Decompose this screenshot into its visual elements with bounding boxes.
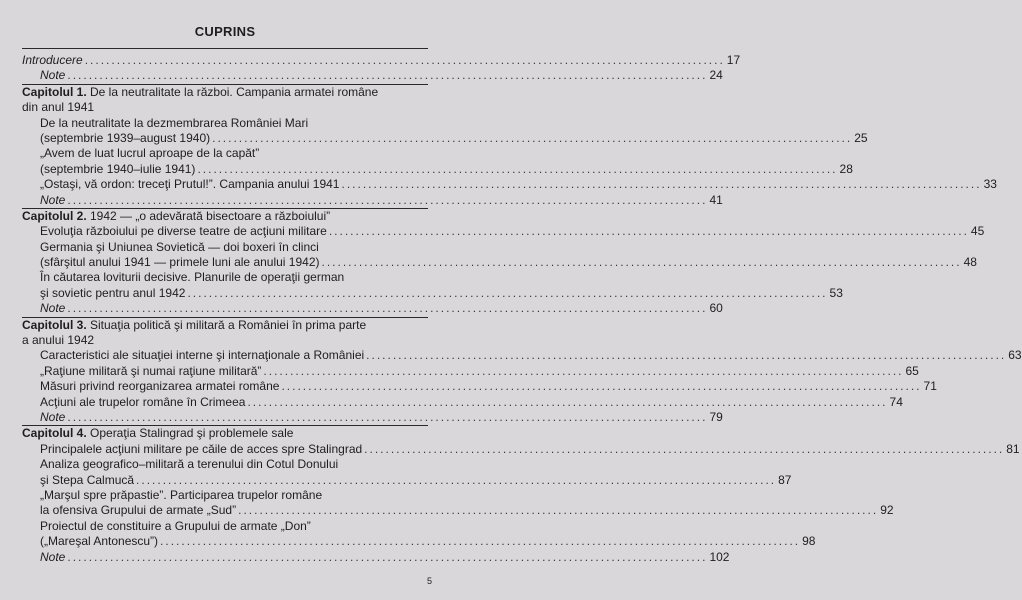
chapter-number: Capitolul 4. [22, 426, 87, 441]
toc-entry-text: la ofensiva Grupului de armate „Sud” [40, 503, 237, 518]
page-title: CUPRINS [194, 24, 256, 39]
toc-entry-text: din anul 1941 [22, 100, 95, 115]
dot-leader: ........................................................................................................................ [67, 301, 708, 316]
toc-entry [22, 270, 428, 285]
toc-page-number: 24 [709, 68, 723, 83]
dot-leader: ........................................................................................................................ [67, 549, 708, 564]
toc-entry-title [40, 116, 308, 130]
toc-entry [22, 177, 997, 192]
toc-entry-title [22, 53, 83, 68]
toc-page-number: 33 [983, 177, 997, 192]
dot-leader: ........................................................................................................................ [84, 53, 725, 67]
toc-entry-text: „Marşul spre prăpastie”. Participarea trupelor române [40, 487, 323, 502]
toc-entry-title [40, 503, 236, 518]
dot-leader: ........................................................................................................................ [328, 224, 969, 239]
toc-entry-title [40, 68, 65, 83]
toc-entry [22, 409, 723, 425]
dot-leader: ........................................................................................................................ [160, 534, 801, 549]
dot-leader: ........................................................................................................................ [341, 177, 982, 192]
toc-entry-text: De la neutralitate la dezmembrarea României Mari [40, 115, 309, 130]
toc-entry [22, 549, 730, 565]
chapter-number: Capitolul 3. [22, 317, 87, 332]
toc-entry-title [40, 457, 338, 471]
toc-entry-text: Proiectul de constituire a Grupului de armate „Don” [40, 518, 311, 533]
toc-entry-title [40, 534, 158, 549]
toc-entry [22, 363, 919, 379]
toc-entry [22, 441, 1020, 457]
toc-entry-title [22, 333, 94, 347]
toc-entry-text: 1942 — „o adevărată bisectoare a războiului” [86, 208, 331, 223]
toc-page-number: 25 [854, 130, 868, 145]
toc-entry [22, 240, 428, 255]
toc-entry-text: Măsuri privind reorganizarea armatei române [40, 379, 280, 394]
toc-entry [22, 519, 428, 534]
toc-entry-text: Introducere [22, 53, 83, 67]
toc-page-number: 63 [1008, 348, 1022, 363]
toc-page-number: 53 [829, 285, 843, 300]
toc-entry-text: Caracteristici ale situaţiei interne şi internaţionale a României [40, 348, 365, 363]
toc-page-number: 81 [1006, 441, 1020, 456]
toc-page-number: 17 [726, 53, 741, 67]
toc-entry-title [40, 301, 65, 316]
toc-entry-text: Acţiuni ale trupelor române în Crimeea [40, 394, 246, 409]
toc-entry [22, 301, 723, 316]
toc-entry-title [22, 100, 94, 114]
toc-entry [22, 457, 428, 472]
toc-entry-text: „Ostaşi, vă ordon: treceţi Prutul!”. Campania anului 1941 [40, 177, 340, 192]
dot-leader: ........................................................................................................................ [281, 379, 922, 394]
toc-entry-text: De la neutralitate la război. Campania armatei române [86, 84, 379, 99]
toc-entry-title [40, 240, 319, 254]
toc-entry-title [40, 519, 311, 533]
toc-entry-title [40, 270, 344, 284]
dot-leader: ........................................................................................................................ [67, 409, 708, 424]
toc-page-number: 48 [963, 255, 977, 270]
toc-page-number: 28 [839, 161, 853, 176]
dot-leader: ........................................................................................................................ [136, 472, 777, 487]
toc-page-number: 92 [880, 503, 894, 518]
toc-entry-title [22, 318, 366, 332]
toc-entry-text: Principalele acţiuni militare pe căile de acces spre Stalingrad [40, 441, 363, 456]
toc-entry-text: Note [40, 68, 66, 83]
toc-entry-text: şi sovietic pentru anul 1942 [40, 285, 186, 300]
toc-entry [22, 379, 937, 394]
toc-entry-text: Note [40, 409, 66, 424]
toc-entry [22, 224, 985, 239]
page-number: 5 [426, 576, 432, 586]
toc-entry-title [40, 131, 210, 146]
chapter-heading [22, 208, 428, 224]
toc-entry [22, 472, 792, 488]
toc-entry-text: (septembrie 1939–august 1940) [40, 130, 211, 145]
title-rule [22, 48, 428, 49]
toc-entry-title [40, 473, 134, 488]
toc-page-number: 65 [905, 363, 919, 378]
dot-leader: ........................................................................................................................ [238, 503, 879, 518]
toc-entry-title [40, 162, 195, 177]
toc-entry-title [40, 488, 322, 502]
chapter-heading [22, 84, 428, 100]
chapter-number: Capitolul 1. [22, 84, 87, 99]
chapter-heading [22, 425, 428, 441]
toc-entry-title [40, 286, 185, 301]
toc-page-number: 87 [778, 472, 792, 487]
dot-leader: ........................................................................................................................ [364, 441, 1005, 456]
toc-entry-text: Note [40, 301, 66, 316]
toc-entry-title [40, 255, 320, 270]
toc-entry-text: Analiza geografico–militară a terenului din Cotul Donului [40, 457, 339, 472]
dot-leader: ........................................................................................................................ [263, 363, 904, 378]
toc-entry-text: şi Stepa Calmucă [40, 472, 135, 487]
toc-entry-text: În căutarea loviturii decisive. Planurile de operaţii german [40, 270, 345, 285]
toc-page-number: 79 [709, 409, 723, 424]
toc-entry [22, 53, 741, 68]
toc-entry [22, 146, 428, 161]
dot-leader: ........................................................................................................................ [67, 192, 708, 207]
toc-entry [22, 348, 1022, 363]
dot-leader: ........................................................................................................................ [321, 255, 962, 270]
toc-entry [22, 255, 977, 270]
table-of-contents [22, 53, 1022, 565]
toc-page-number: 41 [709, 192, 723, 207]
toc-entry-text: (sfârşitul anului 1941 — primele luni ale anului 1942) [40, 255, 320, 270]
toc-entry [22, 161, 853, 177]
toc-entry [22, 192, 723, 208]
toc-entry-text: „Avem de luat lucrul aproape de la capăt” [40, 146, 260, 161]
toc-entry [22, 534, 816, 549]
toc-page-number: 98 [802, 534, 816, 549]
toc-entry-text: Note [40, 549, 66, 564]
toc-entry-title [40, 395, 245, 410]
toc-entry-title [22, 209, 330, 223]
toc-entry-text: („Mareşal Antonescu”) [40, 534, 159, 549]
toc-entry-text: Evoluţia războiului pe diverse teatre de acţiuni militare [40, 224, 327, 239]
toc-entry-title [40, 379, 279, 394]
toc-entry [22, 488, 428, 503]
dot-leader: ........................................................................................................................ [366, 348, 1007, 363]
toc-entry [22, 116, 428, 131]
toc-entry-title [40, 224, 327, 239]
toc-entry [22, 333, 428, 348]
toc-entry-title [40, 177, 339, 192]
toc-entry-text: Situaţia politică şi militară a României în prima parte [86, 317, 367, 332]
toc-entry-text: a anului 1942 [22, 333, 95, 348]
toc-entry-title [40, 442, 362, 457]
chapter-heading [22, 317, 428, 333]
toc-page-number: 71 [923, 379, 937, 394]
dot-leader: ........................................................................................................................ [247, 394, 888, 409]
toc-entry-text: (septembrie 1940–iulie 1941) [40, 161, 196, 176]
toc-entry-title [40, 364, 261, 379]
toc-page-number: 45 [970, 224, 985, 239]
toc-entry-title [22, 85, 378, 99]
toc-page-number: 102 [709, 549, 730, 564]
toc-entry [22, 394, 903, 410]
chapter-number: Capitolul 2. [22, 208, 87, 223]
toc-entry [22, 100, 428, 115]
toc-entry-text: Operaţia Stalingrad şi problemele sale [86, 426, 294, 441]
toc-entry-title [40, 146, 259, 160]
toc-entry-title [40, 193, 65, 208]
toc-entry-title [40, 348, 364, 363]
dot-leader: ........................................................................................................................ [212, 130, 853, 145]
toc-entry-title [22, 426, 293, 440]
toc-page-number: 74 [889, 394, 903, 409]
toc-entry-text: Note [40, 192, 66, 207]
toc-page-number: 60 [709, 301, 723, 316]
dot-leader: ........................................................................................................................ [187, 285, 828, 300]
toc-entry-title [40, 550, 65, 565]
toc-entry [22, 285, 843, 301]
dot-leader: ........................................................................................................................ [67, 68, 708, 83]
dot-leader: ........................................................................................................................ [197, 161, 838, 176]
toc-entry [22, 130, 868, 146]
toc-entry-title [40, 410, 65, 425]
toc-entry-text: „Raţiune militară şi numai raţiune militară” [40, 363, 262, 378]
toc-entry-text: Germania şi Uniunea Sovietică — doi boxeri în clinci [40, 239, 319, 254]
toc-entry [22, 503, 894, 518]
toc-entry [22, 68, 723, 83]
